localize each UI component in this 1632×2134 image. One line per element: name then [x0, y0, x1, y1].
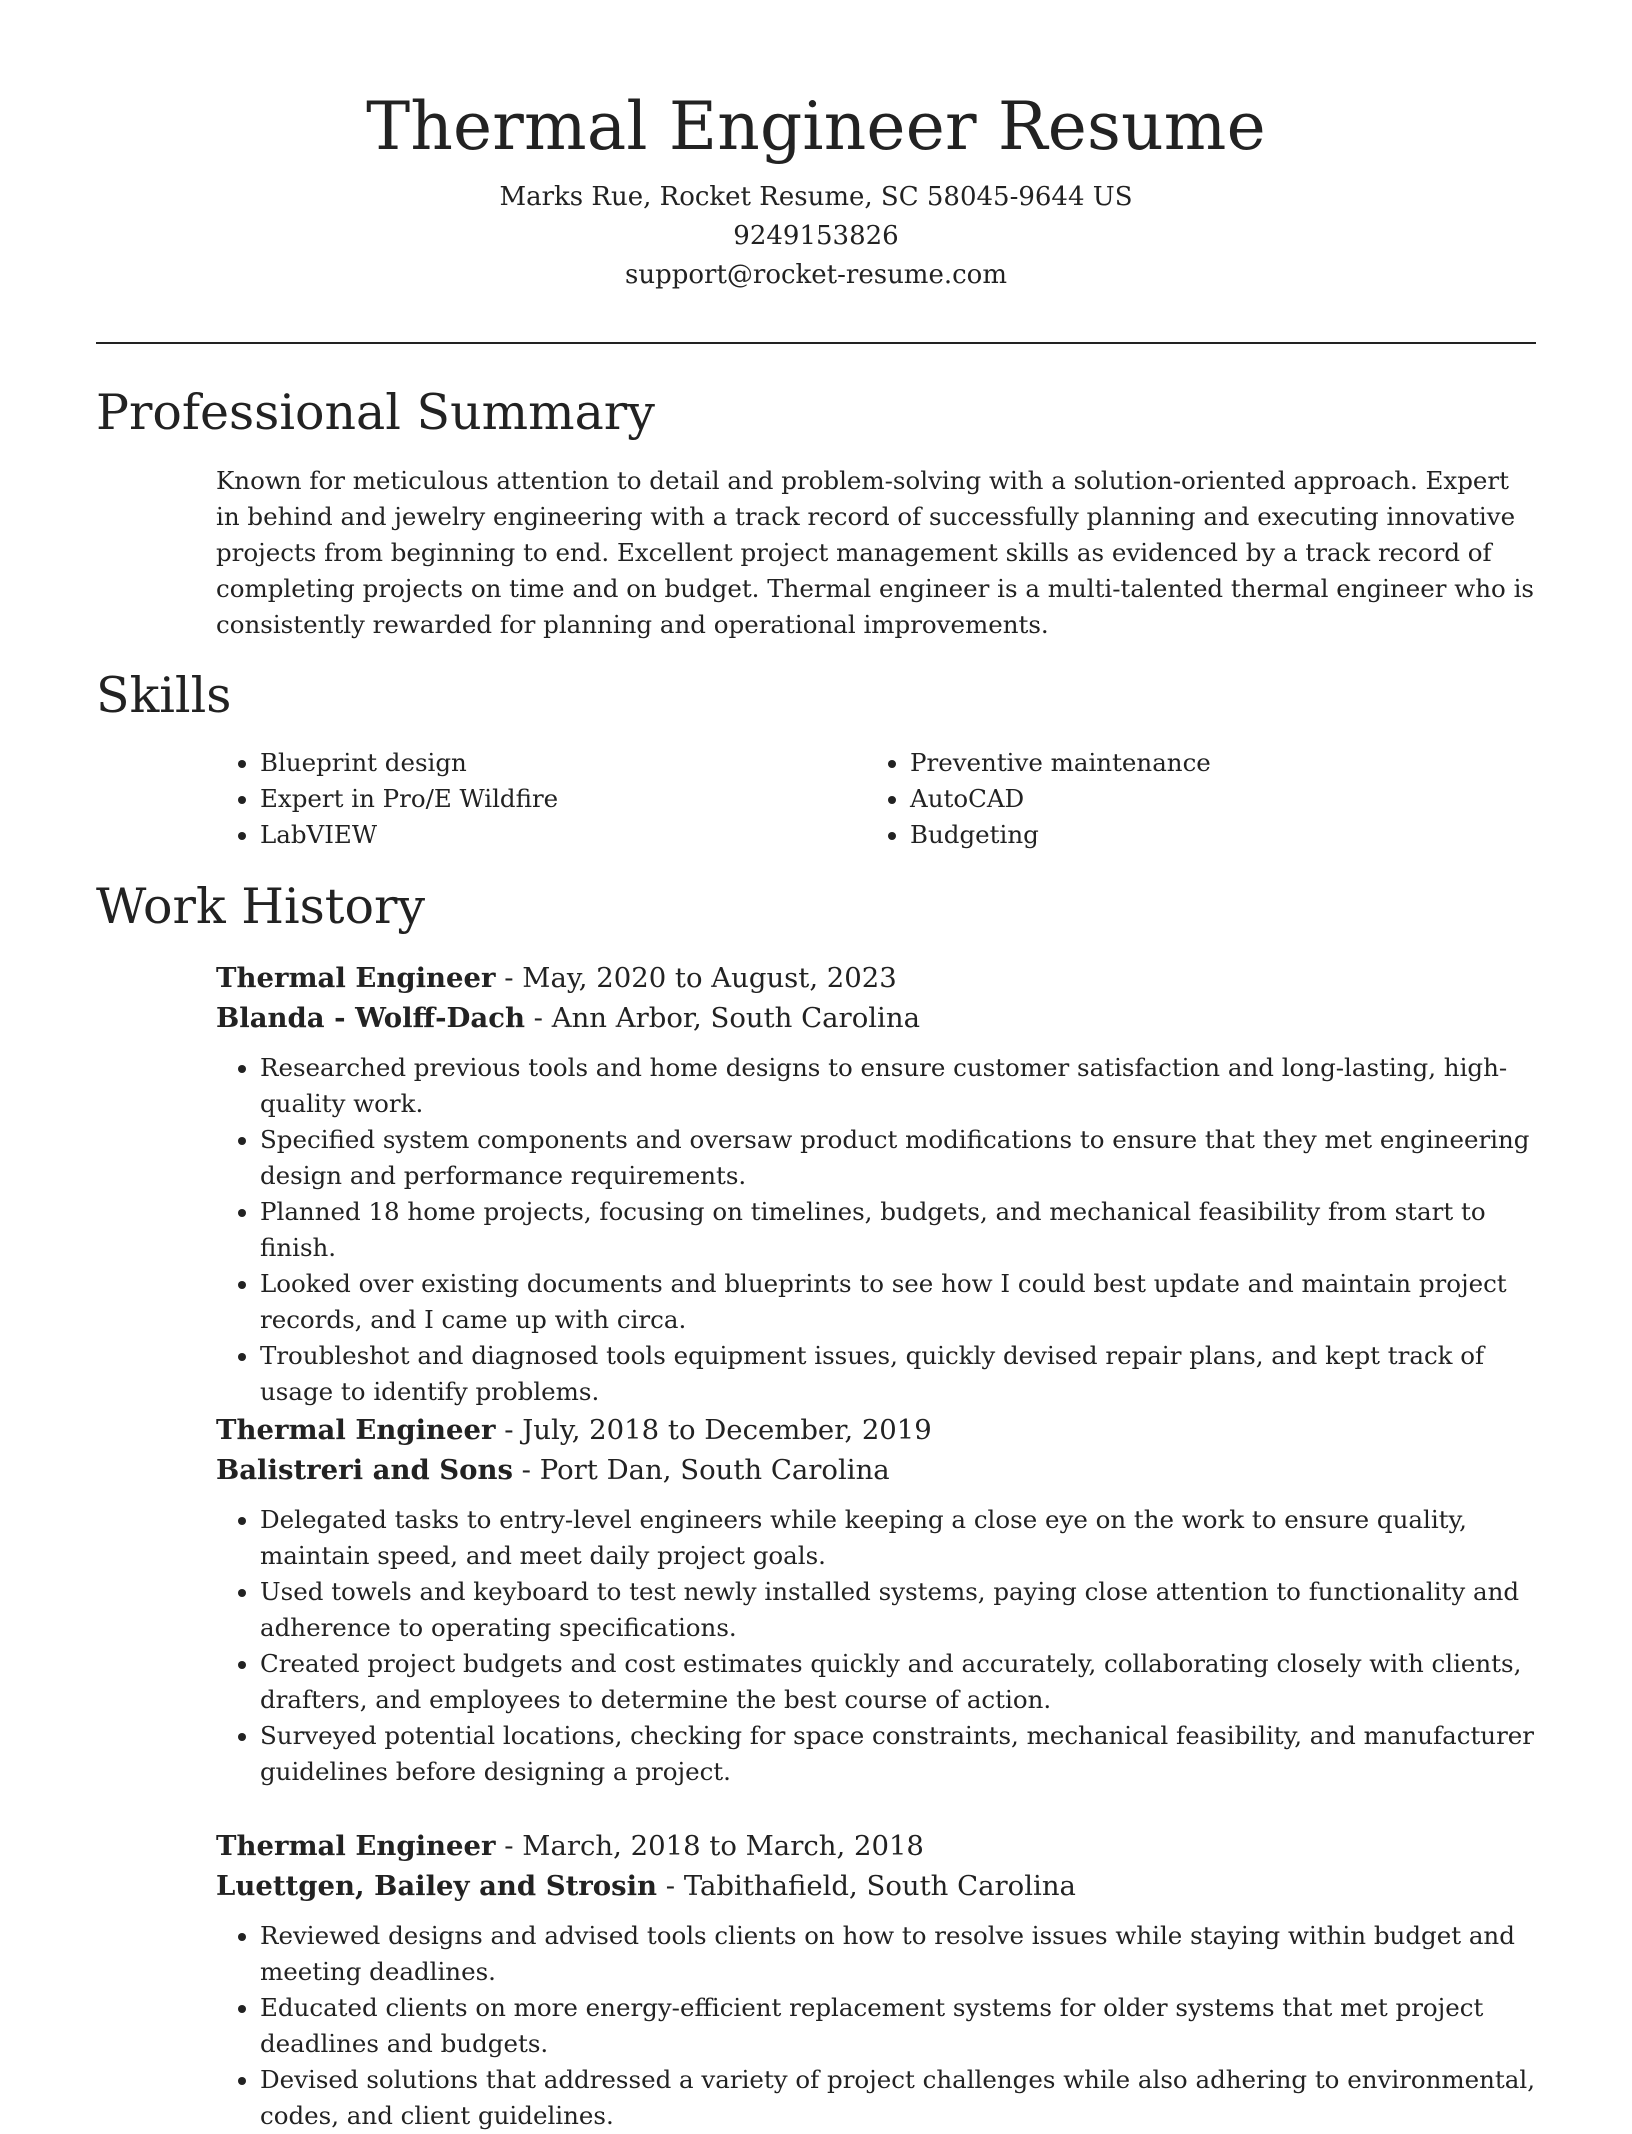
- job-entry: [216, 1826, 1536, 2134]
- job-company-line: Luettgen, Bailey and Strosin - Tabithafield, South Carolina: [216, 1870, 1076, 1902]
- job-role: Thermal Engineer: [216, 962, 496, 994]
- job-bullet: • Created project budgets and cost estimates quickly and accurately, collaborating closely with clients, drafters, and employees to determine the best course of action.: [260, 1646, 1536, 1718]
- job-bullet: • Used towels and keyboard to test newly installed systems, paying close attention to functionality and adherence to operating specifications.: [260, 1574, 1536, 1646]
- skills-column-right: [866, 745, 1516, 853]
- skill-item: • Preventive maintenance: [910, 745, 1516, 781]
- job-location: Ann Arbor, South Carolina: [551, 1002, 920, 1034]
- job-bullet: • Surveyed potential locations, checking for space constraints, mechanical feasibility, and manufacturer guidelines before designing a project.: [260, 1718, 1536, 1790]
- job-bullet: • Reviewed designs and advised tools clients on how to resolve issues while staying within budget and meeting deadlines.: [260, 1918, 1536, 1990]
- skills-heading: Skills: [96, 667, 232, 724]
- skills-list: [216, 745, 1536, 853]
- job-dates: March, 2018 to March, 2018: [522, 1830, 924, 1862]
- job-entry: [216, 1410, 1536, 1790]
- job-dates: July, 2018 to December, 2019: [522, 1414, 932, 1446]
- job-bullet: • Devised solutions that addressed a variety of project challenges while also adhering to environmental, codes, and client guidelines.: [260, 2062, 1536, 2134]
- contact-phone: 9249153826: [733, 221, 899, 251]
- job-bullet: • Looked over existing documents and blueprints to see how I could best update and maintain project records, and I came up with circa.: [260, 1266, 1536, 1338]
- skill-item: • Expert in Pro/E Wildfire: [260, 781, 866, 817]
- job-bullet: • Specified system components and oversaw product modifications to ensure that they met engineering design and performance requirements.: [260, 1122, 1536, 1194]
- resume-title: Thermal Engineer Resume: [366, 88, 1266, 165]
- job-location: Port Dan, South Carolina: [539, 1454, 890, 1486]
- resume-header: [0, 0, 1632, 295]
- job-dates: May, 2020 to August, 2023: [522, 962, 897, 994]
- job-company: Luettgen, Bailey and Strosin: [216, 1870, 658, 1902]
- job-location: Tabithafield, South Carolina: [683, 1870, 1076, 1902]
- job-company: Blanda - Wolff-Dach: [216, 1002, 525, 1034]
- job-title-line: Thermal Engineer - July, 2018 to December, 2019: [216, 1414, 932, 1446]
- job-bullet: • Researched previous tools and home designs to ensure customer satisfaction and long-lasting, high-quality work.: [260, 1050, 1536, 1122]
- job-company: Balistreri and Sons: [216, 1454, 513, 1486]
- job-entry: [216, 958, 1536, 1410]
- job-bullets: [216, 1502, 1536, 1790]
- skills-column-left: [216, 745, 866, 853]
- job-company-line: Balistreri and Sons - Port Dan, South Carolina: [216, 1454, 890, 1486]
- job-bullet: • Delegated tasks to entry-level engineers while keeping a close eye on the work to ensure quality, maintain speed, and meet daily project goals.: [260, 1502, 1536, 1574]
- job-role: Thermal Engineer: [216, 1830, 496, 1862]
- skill-item: • Blueprint design: [260, 745, 866, 781]
- job-bullets: [216, 1918, 1536, 2134]
- skill-item: • AutoCAD: [910, 781, 1516, 817]
- job-title-line: Thermal Engineer - May, 2020 to August, 2023: [216, 962, 897, 994]
- header-divider: [96, 342, 1536, 344]
- job-bullet: • Planned 18 home projects, focusing on timelines, budgets, and mechanical feasibility from start to finish.: [260, 1194, 1536, 1266]
- summary-heading: Professional Summary: [96, 384, 655, 441]
- contact-address: Marks Rue, Rocket Resume, SC 58045-9644 US: [499, 182, 1133, 212]
- job-role: Thermal Engineer: [216, 1414, 496, 1446]
- job-company-line: Blanda - Wolff-Dach - Ann Arbor, South Carolina: [216, 1002, 920, 1034]
- job-bullet: • Troubleshot and diagnosed tools equipment issues, quickly devised repair plans, and kept track of usage to identify problems.: [260, 1338, 1536, 1410]
- summary-text: Known for meticulous attention to detail and problem-solving with a solution-oriented approach. Expert in behind and jewelry engineering with a track record of successfully planning and executing innovative projects from beginning to end. Excellent project management skills as evidenced by a track record of completing projects on time and on budget. Thermal engineer is a multi-talented thermal engineer who is consistently rewarded for planning and operational improvements.: [216, 466, 1534, 639]
- contact-email: support@rocket-resume.com: [624, 260, 1007, 290]
- job-bullet: • Educated clients on more energy-efficient replacement systems for older systems that met project deadlines and budgets.: [260, 1990, 1536, 2062]
- contact-block: [0, 178, 1632, 295]
- skill-item: • Budgeting: [910, 817, 1516, 853]
- job-title-line: Thermal Engineer - March, 2018 to March, 2018: [216, 1830, 924, 1862]
- job-bullets: [216, 1050, 1536, 1410]
- skill-item: • LabVIEW: [260, 817, 866, 853]
- work-history-heading: Work History: [96, 878, 426, 935]
